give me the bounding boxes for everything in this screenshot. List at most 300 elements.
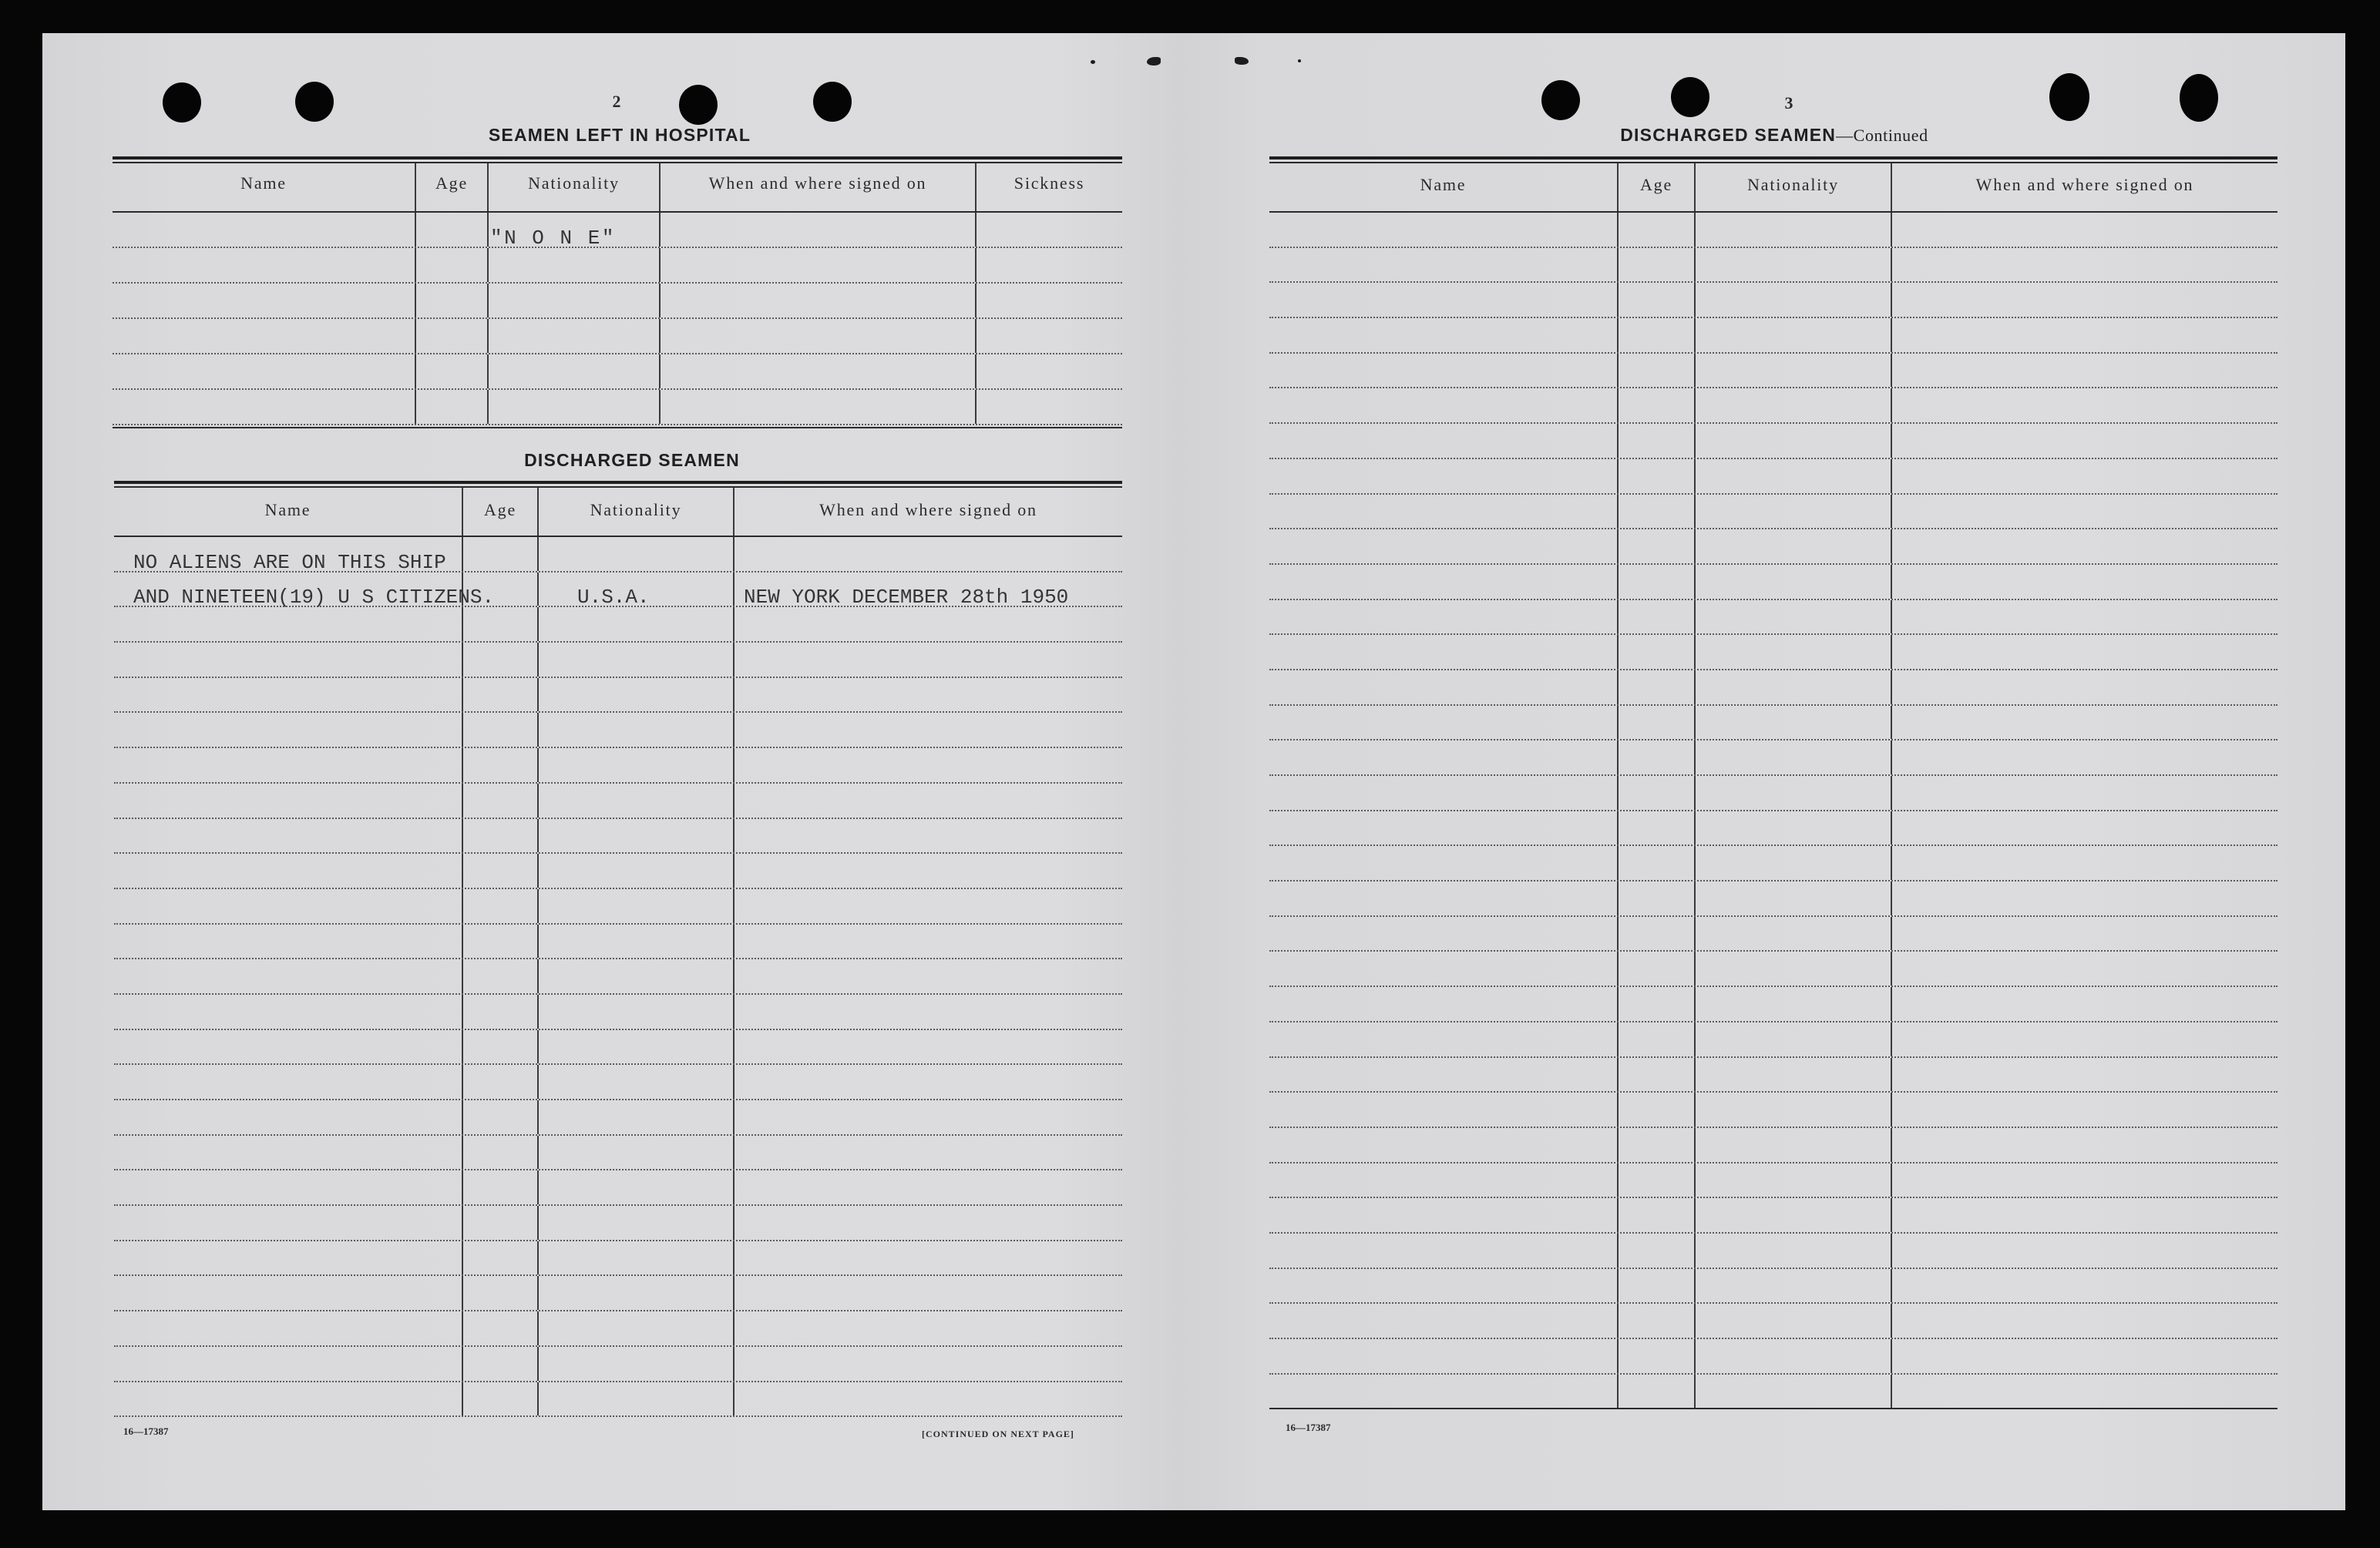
cell-age [1619, 952, 1696, 986]
cell-name [1269, 1164, 1619, 1197]
cell-nationality [1696, 846, 1892, 880]
cell-nationality [539, 959, 735, 993]
table-row [1269, 318, 2277, 354]
cell-name [114, 1206, 463, 1240]
scan-speck [1091, 60, 1095, 64]
punch-hole [1671, 77, 1709, 117]
cell-when-and-where-signed-on [735, 1276, 1122, 1310]
cell-age [463, 1100, 539, 1134]
cell-nationality [1696, 1128, 1892, 1162]
cell-name [1269, 1022, 1619, 1056]
table-row [114, 643, 1122, 678]
table-row [114, 784, 1122, 819]
cell-name [113, 284, 416, 317]
cell-name [1269, 1375, 1619, 1409]
cell-name [1269, 424, 1619, 458]
cell-name [1269, 811, 1619, 845]
table-row [1269, 424, 2277, 459]
double-rule [113, 156, 1122, 163]
cell-age [1619, 670, 1696, 704]
table-row [1269, 776, 2277, 811]
table-row [114, 1276, 1122, 1311]
table-row [114, 607, 1122, 643]
punch-hole [679, 85, 718, 125]
punch-hole [163, 82, 201, 123]
cell-age [463, 1382, 539, 1416]
cell-nationality [1696, 917, 1892, 951]
cell-nationality [489, 284, 661, 317]
cell-name [1269, 740, 1619, 774]
cell-name [1269, 495, 1619, 529]
table-row [1269, 565, 2277, 600]
table-row [1269, 248, 2277, 284]
table-row [114, 573, 1122, 608]
cell-name [1269, 917, 1619, 951]
cell-name [1269, 881, 1619, 915]
cell-age [416, 213, 489, 247]
table-row [114, 1347, 1122, 1382]
cell-nationality [1696, 1198, 1892, 1232]
cell-nationality [1696, 600, 1892, 634]
table-row [114, 1206, 1122, 1241]
cell-when-and-where-signed-on [735, 1170, 1122, 1204]
cell-nationality [1696, 1339, 1892, 1373]
hospital-table [113, 156, 1122, 428]
punch-hole [813, 82, 852, 122]
cell-nationality [1696, 248, 1892, 282]
cell-name [1269, 529, 1619, 563]
cell-when-and-where-signed-on [1892, 424, 2277, 458]
cell-name [1269, 1339, 1619, 1373]
table-row [1269, 600, 2277, 636]
column-header-age: Age [1619, 163, 1696, 211]
cell-when-and-where-signed-on [735, 959, 1122, 993]
table-row [114, 1136, 1122, 1171]
cell-nationality [1696, 740, 1892, 774]
cell-name [114, 1241, 463, 1275]
cell-when-and-where-signed-on [1892, 459, 2277, 493]
table-row [113, 319, 1122, 354]
cell-nationality [1696, 529, 1892, 563]
discharged-continued-table [1269, 156, 2277, 1409]
table-row [114, 995, 1122, 1030]
cell-when-and-where-signed-on [1892, 248, 2277, 282]
cell-age [1619, 776, 1696, 810]
table-row [1269, 1058, 2277, 1093]
column-header-name: Name [113, 163, 416, 211]
cell-nationality [1696, 565, 1892, 599]
cell-when-and-where-signed-on [1892, 495, 2277, 529]
punch-hole [1541, 80, 1580, 120]
cell-age [1619, 1093, 1696, 1127]
cell-age [463, 1170, 539, 1204]
cell-nationality [539, 1136, 735, 1170]
cell-nationality [1696, 1093, 1892, 1127]
cell-nationality [539, 537, 735, 571]
cell-age [1619, 388, 1696, 422]
cell-age [1619, 881, 1696, 915]
table-row [1269, 706, 2277, 741]
cell-when-and-where-signed-on [735, 643, 1122, 677]
cell-when-and-where-signed-on [735, 1241, 1122, 1275]
cell-nationality [539, 1241, 735, 1275]
cell-when-and-where-signed-on [735, 748, 1122, 782]
cell-age [416, 248, 489, 282]
page-number: 3 [1784, 93, 1793, 112]
cell-age [1619, 1198, 1696, 1232]
cell-age [463, 1065, 539, 1099]
title-main: DISCHARGED SEAMEN [1620, 125, 1837, 145]
cell-age [1619, 811, 1696, 845]
cell-age [1619, 1022, 1696, 1056]
cell-nationality [539, 889, 735, 923]
cell-nationality [1696, 1058, 1892, 1092]
column-header-name: Name [1269, 163, 1619, 211]
table-row [114, 748, 1122, 784]
double-rule [114, 481, 1122, 488]
cell-nationality [1696, 283, 1892, 317]
cell-when-and-where-signed-on [735, 1206, 1122, 1240]
column-header-when-and-where-signed-on: When and where signed on [819, 500, 1037, 519]
cell-age [463, 607, 539, 641]
cell-when-and-where-signed-on [735, 889, 1122, 923]
cell-when-and-where-signed-on [735, 925, 1122, 959]
cell-when-and-where-signed-on [1892, 917, 2277, 951]
column-header-when-and-where-signed-on: When and where signed on [661, 163, 977, 211]
cell-nationality [1696, 1164, 1892, 1197]
cell-name [114, 854, 463, 888]
cell-when-and-where-signed-on [735, 1382, 1122, 1416]
cell-nationality [1696, 1269, 1892, 1303]
cell-when-and-where-signed-on [661, 319, 977, 353]
table-row [1269, 213, 2277, 248]
cell-name [1269, 213, 1619, 247]
table-row [113, 354, 1122, 390]
table-header [113, 163, 1122, 213]
scan-speck [1298, 59, 1301, 62]
cell-age [463, 925, 539, 959]
table-row [1269, 952, 2277, 987]
table-row [1269, 846, 2277, 881]
cell-name [1269, 248, 1619, 282]
cell-when-and-where-signed-on [661, 248, 977, 282]
cell-name [1269, 354, 1619, 388]
table-row [114, 925, 1122, 960]
cell-age [416, 390, 489, 424]
cell-name [1269, 952, 1619, 986]
cell-nationality: U.S.A. [539, 573, 735, 606]
cell-nationality [1696, 987, 1892, 1021]
cell-nationality [539, 925, 735, 959]
cell-name [1269, 318, 1619, 352]
cell-name [1269, 1128, 1619, 1162]
column-header-age: Age [463, 488, 539, 536]
table-row [1269, 1093, 2277, 1128]
cell-nationality [1696, 318, 1892, 352]
table-row [1269, 740, 2277, 776]
cell-age [1619, 706, 1696, 740]
cell-nationality [539, 1206, 735, 1240]
cell-nationality [539, 607, 735, 641]
cell-age [463, 959, 539, 993]
cell-when-and-where-signed-on [1892, 952, 2277, 986]
table-row [113, 248, 1122, 284]
table-row [113, 390, 1122, 425]
cell-nationality [1696, 1234, 1892, 1268]
section-title-discharged-continued [1504, 124, 2044, 146]
cell-name [114, 713, 463, 747]
cell-name [1269, 283, 1619, 317]
cell-when-and-where-signed-on [1892, 706, 2277, 740]
cell-name [114, 784, 463, 818]
cell-when-and-where-signed-on [735, 784, 1122, 818]
table-body [114, 537, 1122, 1417]
cell-nationality [1696, 459, 1892, 493]
table-body [1269, 213, 2277, 1409]
cell-when-and-where-signed-on [735, 995, 1122, 1029]
cell-age [463, 1206, 539, 1240]
table-row [1269, 459, 2277, 495]
table-header [1269, 163, 2277, 213]
cell-nationality [539, 1382, 735, 1416]
column-header-sickness: Sickness [1014, 173, 1085, 193]
cell-when-and-where-signed-on [735, 1030, 1122, 1064]
cell-when-and-where-signed-on [735, 1100, 1122, 1134]
cell-name [1269, 1198, 1619, 1232]
cell-name [114, 607, 463, 641]
cell-name [114, 925, 463, 959]
cell-nationality [1696, 811, 1892, 845]
double-rule [1269, 156, 2277, 163]
cell-age [1619, 424, 1696, 458]
cell-nationality [1696, 776, 1892, 810]
cell-nationality [1696, 635, 1892, 669]
cell-when-and-where-signed-on [1892, 1375, 2277, 1409]
table-row [114, 959, 1122, 995]
cell-when-and-where-signed-on [735, 537, 1122, 571]
cell-age [1619, 1269, 1696, 1303]
cell-nationality [1696, 424, 1892, 458]
table-row [1269, 1128, 2277, 1164]
cell-sickness [977, 213, 1122, 247]
cell-when-and-where-signed-on [1892, 283, 2277, 317]
cell-nationality [1696, 1375, 1892, 1409]
cell-age [1619, 740, 1696, 774]
cell-name [1269, 706, 1619, 740]
cell-name [1269, 635, 1619, 669]
table-row [1269, 529, 2277, 565]
cell-name [114, 819, 463, 853]
punch-hole [2049, 73, 2089, 121]
cell-when-and-where-signed-on [735, 713, 1122, 747]
cell-when-and-where-signed-on [1892, 670, 2277, 704]
table-row [1269, 283, 2277, 318]
cell-name [114, 748, 463, 782]
cell-age [1619, 354, 1696, 388]
cell-when-and-where-signed-on [1892, 635, 2277, 669]
cell-when-and-where-signed-on [1892, 565, 2277, 599]
cell-age [463, 678, 539, 712]
cell-age [463, 748, 539, 782]
cell-nationality [1696, 1304, 1892, 1338]
cell-nationality [539, 1276, 735, 1310]
cell-name [1269, 1093, 1619, 1127]
cell-age [463, 995, 539, 1029]
table-row [114, 1030, 1122, 1066]
cell-name [113, 354, 416, 388]
cell-name [114, 889, 463, 923]
cell-name [114, 1347, 463, 1381]
punch-hole [295, 82, 334, 122]
cell-name [1269, 1269, 1619, 1303]
cell-age [463, 1030, 539, 1064]
table-row [1269, 917, 2277, 952]
cell-when-and-where-signed-on [735, 1065, 1122, 1099]
cell-age [1619, 600, 1696, 634]
cell-when-and-where-signed-on [1892, 846, 2277, 880]
cell-age [1619, 1375, 1696, 1409]
cell-when-and-where-signed-on [1892, 318, 2277, 352]
cell-nationality [539, 1170, 735, 1204]
cell-name [114, 678, 463, 712]
column-header-nationality: Nationality [1696, 163, 1892, 211]
cell-nationality [489, 390, 661, 424]
section-title-discharged: DISCHARGED SEAMEN [524, 450, 740, 470]
table-row [114, 537, 1122, 573]
cell-name [1269, 776, 1619, 810]
cell-when-and-where-signed-on [661, 354, 977, 388]
cell-nationality [539, 1311, 735, 1345]
cell-when-and-where-signed-on [1892, 1093, 2277, 1127]
cell-when-and-where-signed-on [1892, 1304, 2277, 1338]
cell-age [463, 1241, 539, 1275]
cell-nationality: "N O N E" [489, 213, 661, 247]
cell-nationality [1696, 670, 1892, 704]
table-row [1269, 1234, 2277, 1269]
table-row [1269, 670, 2277, 706]
section-title-hospital: SEAMEN LEFT IN HOSPITAL [488, 125, 751, 145]
form-number: 16—17387 [123, 1425, 169, 1437]
table-row [1269, 881, 2277, 917]
cell-nationality [539, 784, 735, 818]
cell-nationality [489, 248, 661, 282]
cell-age [1619, 1304, 1696, 1338]
table-row [114, 1241, 1122, 1277]
cell-age [1619, 846, 1696, 880]
table-row [114, 819, 1122, 855]
cell-age [463, 819, 539, 853]
cell-sickness [977, 390, 1122, 424]
table-row [114, 678, 1122, 714]
cell-name [113, 319, 416, 353]
table-row [1269, 1198, 2277, 1234]
cell-when-and-where-signed-on [735, 678, 1122, 712]
cell-when-and-where-signed-on [1892, 1128, 2277, 1162]
cell-when-and-where-signed-on [1892, 740, 2277, 774]
punch-hole [2180, 74, 2218, 122]
table-row [1269, 354, 2277, 389]
cell-when-and-where-signed-on [1892, 1198, 2277, 1232]
table-row [114, 1100, 1122, 1136]
table-row [1269, 495, 2277, 530]
cell-when-and-where-signed-on [1892, 776, 2277, 810]
cell-age [1619, 318, 1696, 352]
table-row [1269, 635, 2277, 670]
table-row [1269, 987, 2277, 1022]
cell-name [114, 959, 463, 993]
cell-when-and-where-signed-on [1892, 1234, 2277, 1268]
cell-age [1619, 565, 1696, 599]
cell-nationality [539, 995, 735, 1029]
cell-sickness [977, 319, 1122, 353]
cell-nationality [539, 1030, 735, 1064]
cell-name [114, 1136, 463, 1170]
cell-when-and-where-signed-on [661, 284, 977, 317]
cell-when-and-where-signed-on [661, 213, 977, 247]
table-row [114, 1382, 1122, 1418]
cell-nationality [539, 854, 735, 888]
cell-name [114, 995, 463, 1029]
cell-when-and-where-signed-on [1892, 1058, 2277, 1092]
cell-age [463, 784, 539, 818]
column-header-age: Age [416, 163, 489, 211]
cell-age [463, 1136, 539, 1170]
cell-age [1619, 1128, 1696, 1162]
cell-name: AND NINETEEN(19) U S CITIZENS. [114, 573, 463, 606]
table-row [113, 213, 1122, 248]
page-number: 2 [612, 92, 621, 111]
cell-sickness [977, 248, 1122, 282]
cell-when-and-where-signed-on [661, 390, 977, 424]
column-header-name: Name [114, 488, 463, 536]
table-row [1269, 1164, 2277, 1199]
bottom-rule [113, 427, 1122, 428]
cell-nationality [1696, 706, 1892, 740]
cell-age [463, 1276, 539, 1310]
cell-name [1269, 670, 1619, 704]
cell-age [1619, 459, 1696, 493]
cell-name [113, 390, 416, 424]
cell-age [1619, 917, 1696, 951]
cell-when-and-where-signed-on [1892, 1164, 2277, 1197]
cell-when-and-where-signed-on [1892, 1022, 2277, 1056]
table-row [1269, 1269, 2277, 1305]
cell-age [463, 1347, 539, 1381]
cell-nationality [539, 748, 735, 782]
cell-name [114, 1311, 463, 1345]
cell-name [114, 1065, 463, 1099]
table-row [114, 1065, 1122, 1100]
cell-when-and-where-signed-on [1892, 354, 2277, 388]
cell-nationality [1696, 354, 1892, 388]
cell-nationality [539, 1347, 735, 1381]
cell-when-and-where-signed-on: NEW YORK DECEMBER 28th 1950 [744, 586, 1069, 609]
cell-age [1619, 529, 1696, 563]
cell-age [463, 889, 539, 923]
cell-name [1269, 565, 1619, 599]
cell-when-and-where-signed-on [1892, 881, 2277, 915]
table-row [114, 889, 1122, 925]
title-suffix: —Continued [1836, 126, 1928, 145]
cell-nationality [539, 678, 735, 712]
cell-age [1619, 248, 1696, 282]
discharged-table [114, 481, 1122, 1417]
cell-name [113, 248, 416, 282]
table-row [114, 1311, 1122, 1347]
scan-speck [1147, 57, 1161, 65]
cell-age [416, 319, 489, 353]
cell-when-and-where-signed-on [735, 607, 1122, 641]
